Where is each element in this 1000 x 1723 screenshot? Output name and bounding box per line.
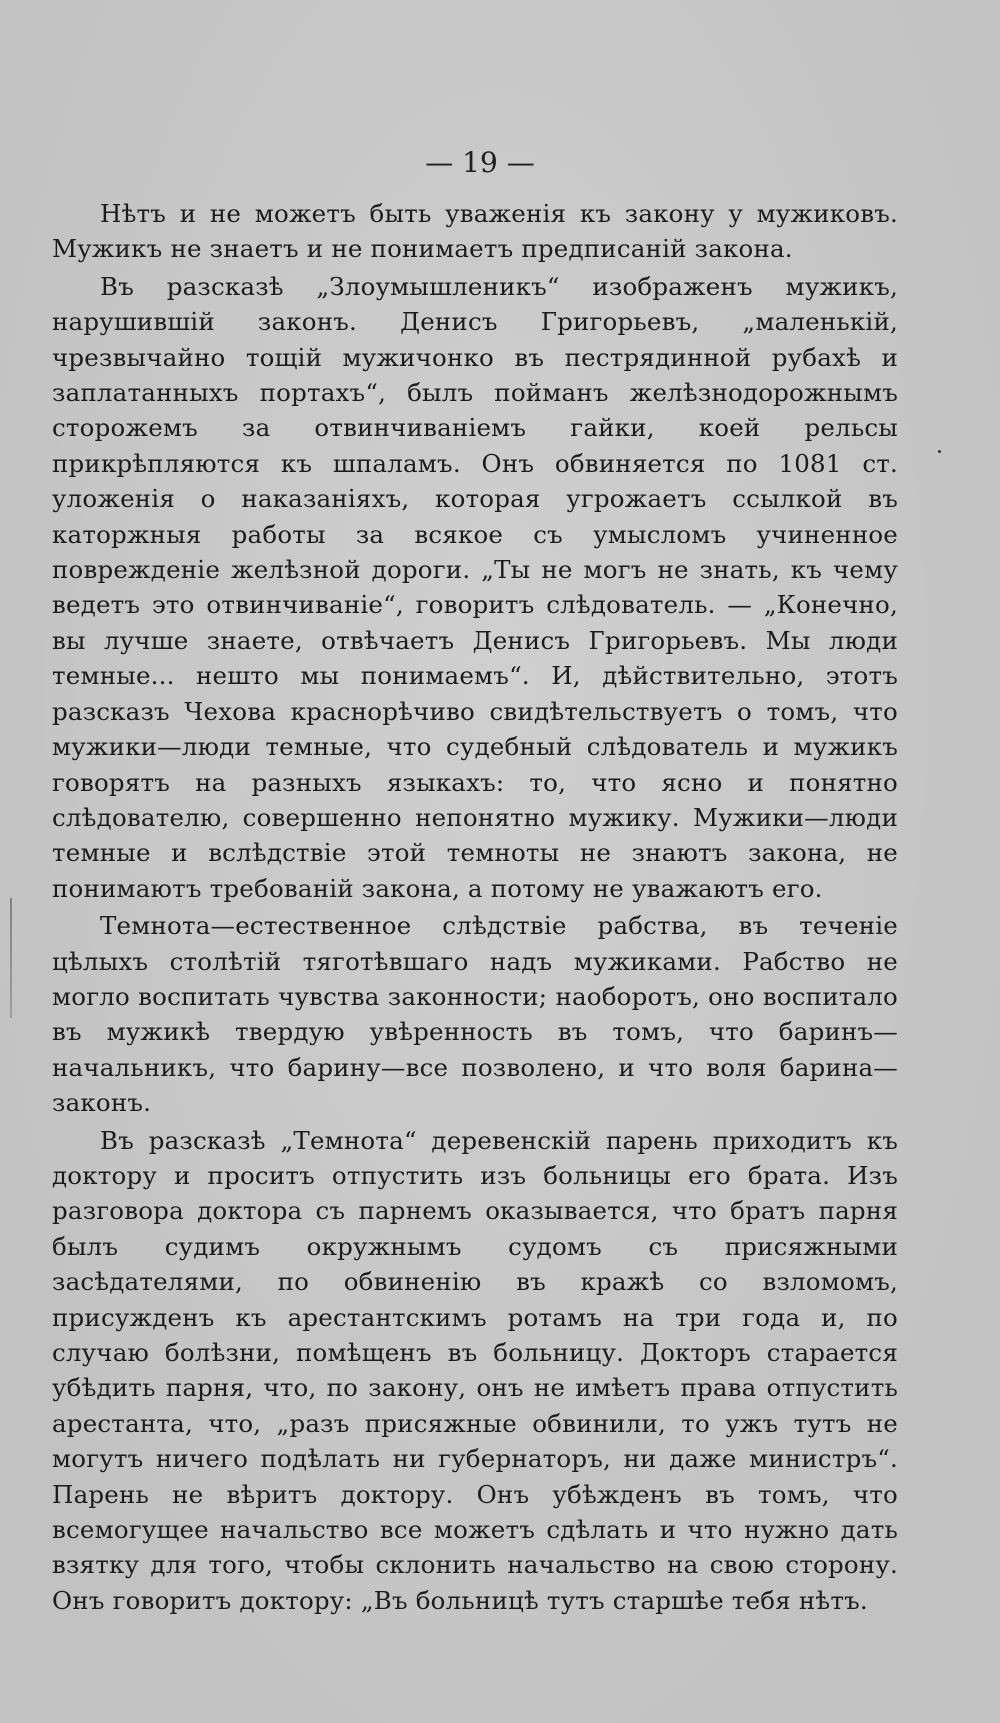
paragraph: Въ разсказѣ „Злоумышленикъ“ изображенъ мужикъ, нарушившій законъ. Денисъ Григорьевъ, „маленькій, чрезвычайно тощій мужичонко въ пестрядинной рубахѣ и заплатанныхъ портахъ“, былъ пойманъ желѣзнодорожнымъ сторожемъ за отвинчиваніемъ гайки, коей рельсы прикрѣпляются къ шпаламъ. Онъ обвиняется по 1081 ст. уложенія о наказаніяхъ, которая угрожаетъ ссылкой въ каторжныя работы за всякое съ умысломъ учиненное поврежденіе желѣзной дороги. „Ты не могъ не знать, къ чему ведетъ это отвинчиваніе“, говоритъ слѣдователь. — „Конечно, вы лучше знаете, отвѣчаетъ Денисъ Григорьевъ. Мы люди темные... нешто мы понимаемъ“. И, дѣйствительно, этотъ разсказъ Чехова краснорѣчиво свидѣтельствуетъ о томъ, что мужики—люди темные, что судебный слѣдователь и мужикъ говорятъ на разныхъ языкахъ: то, что ясно и понятно слѣдователю, совершенно непонятно мужику. Мужики—люди темные и вслѣдствіе этой темноты не знаютъ закона, не понимаютъ требованій закона, а потому не уважаютъ его. (52, 271, 898, 903)
paragraph: Темнота—естественное слѣдствіе рабства, въ теченіе цѣлыхъ столѣтій тяготѣвшаго надъ мужиками. Рабство не могло воспитать чувства законности; наоборотъ, оно воспитало въ мужикѣ твердую увѣренность въ томъ, что баринъ—начальникъ, что барину—все позволено, и что воля барина—законъ. (52, 911, 898, 1118)
paragraph: Въ разсказѣ „Темнота“ деревенскій парень приходитъ къ доктору и проситъ отпустить изъ больницы его брата. Изъ разговора доктора съ парнемъ оказывается, что братъ парня былъ судимъ окружнымъ судомъ съ присяжными засѣдателями, по обвиненію въ кражѣ со взломомъ, присужденъ къ арестантскимъ ротамъ на три года и, по случаю болѣзни, помѣщенъ въ больницу. Докторъ старается убѣдить парня, что, по закону, онъ не имѣетъ права отпустить арестанта, что, „разъ присяжные обвинили, то ужъ тутъ не могутъ ничего подѣлать ни губернаторъ, ни даже министръ“. Парень не вѣритъ доктору. Онъ убѣжденъ въ томъ, что всемогущее начальство все можетъ сдѣлать и что нужно дать взятку для того, чтобы склонить начальство на свою сторону. Онъ говоритъ доктору: „Въ больницѣ тутъ старшѣе тебя нѣтъ. (52, 1125, 898, 1615)
paragraph: Нѣтъ и не можетъ быть уваженія къ закону у мужиковъ. Мужикъ не знаетъ и не понимаетъ предписаній закона. (52, 199, 898, 264)
page-number: — 19 — (425, 146, 535, 179)
page-body (52, 196, 898, 1620)
paper-speck (938, 450, 941, 453)
margin-pencil-mark (10, 898, 12, 1018)
